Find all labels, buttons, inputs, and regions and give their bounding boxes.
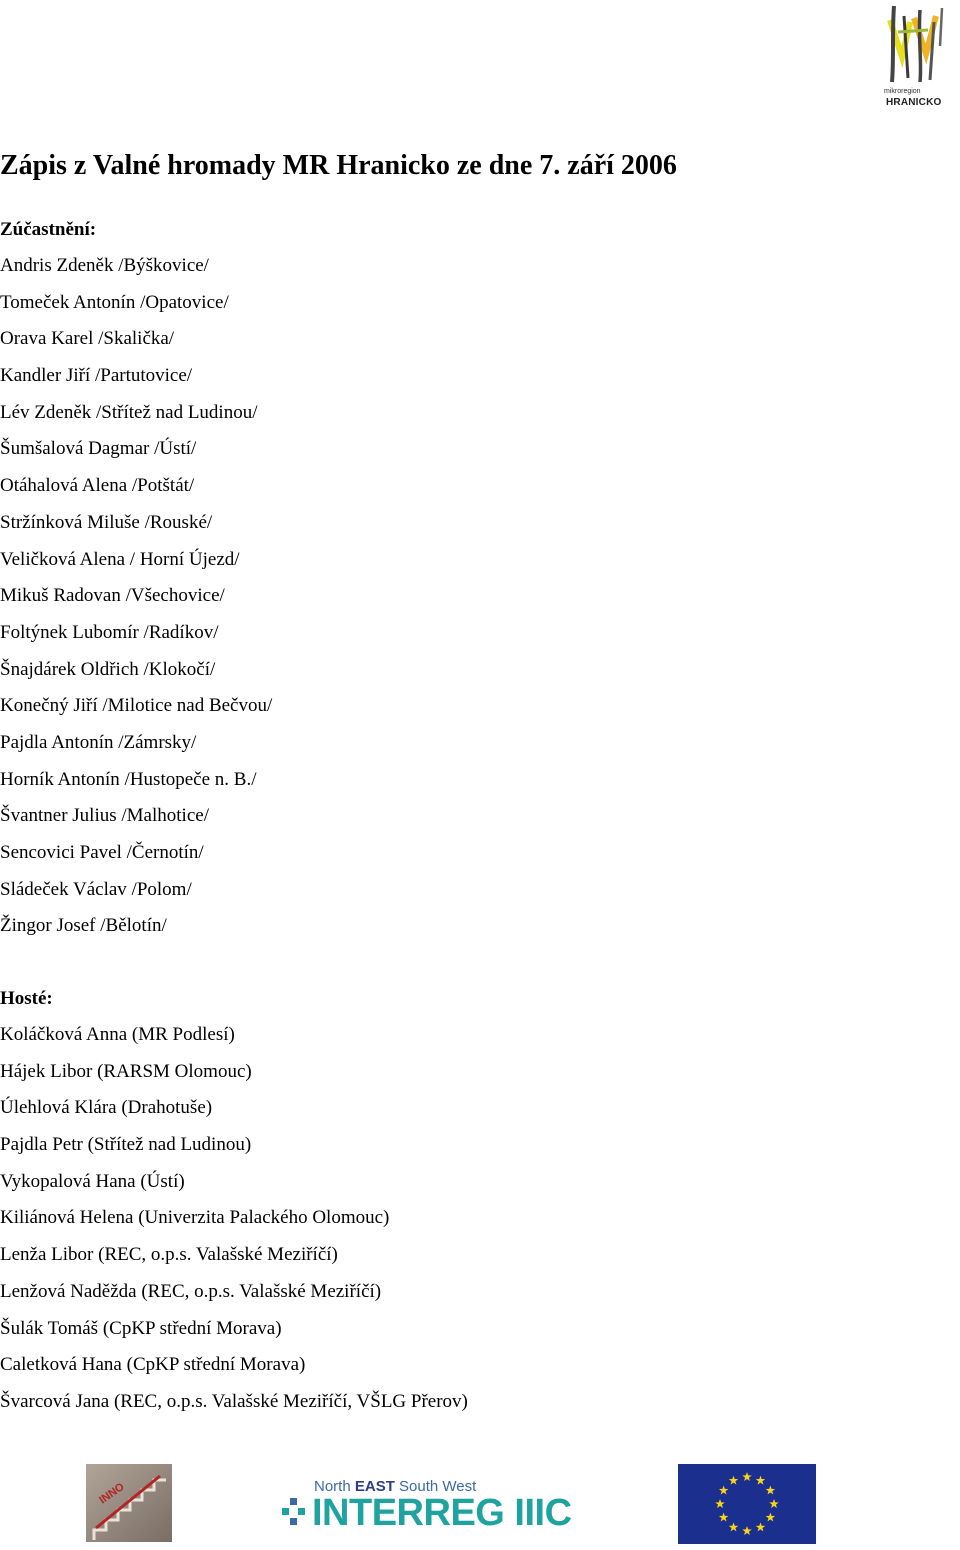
logo-title: HRANICKO: [886, 97, 942, 108]
guest-entry: Šulák Tomáš (CpKP střední Morava): [0, 1317, 282, 1339]
guest-entry: Švarcová Jana (REC, o.p.s. Valašské Meziříčí, VŠLG Přerov): [0, 1390, 468, 1412]
interreg-tagline-southwest: South West: [394, 1478, 477, 1495]
guest-entry: Lenžová Naděžda (REC, o.p.s. Valašské Meziříčí): [0, 1280, 382, 1302]
participant-entry: Švantner Julius /Malhotice/: [0, 805, 209, 827]
guests-heading: Hosté:: [0, 988, 53, 1009]
partner-logos: [0, 1460, 960, 1550]
guest-entry: Lenža Libor (REC, o.p.s. Valašské Meziříčí): [0, 1244, 338, 1266]
guest-entry: Hájek Libor (RARSM Olomouc): [0, 1060, 252, 1082]
interreg-tagline-north: North: [314, 1478, 355, 1495]
guests-list: [0, 1017, 468, 1421]
participant-entry: Mikuš Radovan /Všechovice/: [0, 585, 225, 607]
participant-entry: Stržínková Miluše /Rouské/: [0, 511, 213, 533]
innoreg-logo-graphic: [86, 1464, 172, 1542]
participant-entry: Šumšalová Dagmar /Ústí/: [0, 438, 197, 460]
participants-heading: Zúčastnění:: [0, 219, 97, 240]
participant-entry: Sládeček Václav /Polom/: [0, 878, 192, 900]
participant-entry: Tomeček Antonín /Opatovice/: [0, 291, 229, 313]
participant-entry: Orava Karel /Skalička/: [0, 328, 175, 350]
eu-flag: [678, 1464, 816, 1544]
guests-section: [0, 981, 468, 1421]
guest-entry: Koláčková Anna (MR Podlesí): [0, 1024, 235, 1045]
participant-entry: Šnajdárek Oldřich /Klokočí/: [0, 658, 216, 680]
guest-entry: Vykopalová Hana (Ústí): [0, 1170, 185, 1192]
participant-entry: Sencovici Pavel /Černotín/: [0, 842, 204, 863]
participant-entry: Žingor Josef /Bělotín/: [0, 915, 167, 937]
innoreg-logo: [86, 1464, 172, 1542]
guest-entry: Úlehlová Klára (Drahotuše): [0, 1097, 213, 1119]
participant-entry: Horník Antonín /Hustopeče n. B./: [0, 768, 257, 790]
logo-subtitle: mikroregion: [884, 88, 921, 95]
participant-entry: Pajdla Antonín /Zámrsky/: [0, 731, 197, 753]
guest-entry: Kiliánová Helena (Univerzita Palackého Olomouc): [0, 1207, 390, 1229]
svg-text:INNO: INNO: [97, 1480, 127, 1507]
document-title: Zápis z Valné hromady MR Hranicko ze dne 7. září 2006: [0, 150, 677, 181]
interreg-title: INTERREG IIIC: [312, 1492, 572, 1534]
interreg-logo: [276, 1476, 572, 1542]
participant-entry: Andris Zdeněk /Býškovice/: [0, 255, 209, 276]
interreg-squares-icon: [276, 1490, 310, 1540]
participant-entry: Otáhalová Alena /Potštát/: [0, 475, 195, 497]
guest-entry: Caletková Hana (CpKP střední Morava): [0, 1354, 306, 1376]
interreg-tagline-east: EAST: [354, 1478, 395, 1495]
participant-entry: Konečný Jiří /Milotice nad Bečvou/: [0, 695, 273, 717]
eu-flag-graphic: [678, 1464, 816, 1544]
hranicko-logo-graphic: [880, 2, 955, 92]
guest-entry: Pajdla Petr (Střítež nad Ludinou): [0, 1134, 252, 1156]
participant-entry: Foltýnek Lubomír /Radíkov/: [0, 621, 219, 643]
participants-list: [0, 248, 272, 945]
participant-entry: Veličková Alena / Horní Újezd/: [0, 548, 240, 570]
participant-entry: Lév Zdeněk /Střítež nad Ludinou/: [0, 401, 258, 423]
mikroregion-hranicko-logo: [880, 2, 955, 112]
participants-section: [0, 212, 272, 945]
participant-entry: Kandler Jiří /Partutovice/: [0, 365, 193, 387]
